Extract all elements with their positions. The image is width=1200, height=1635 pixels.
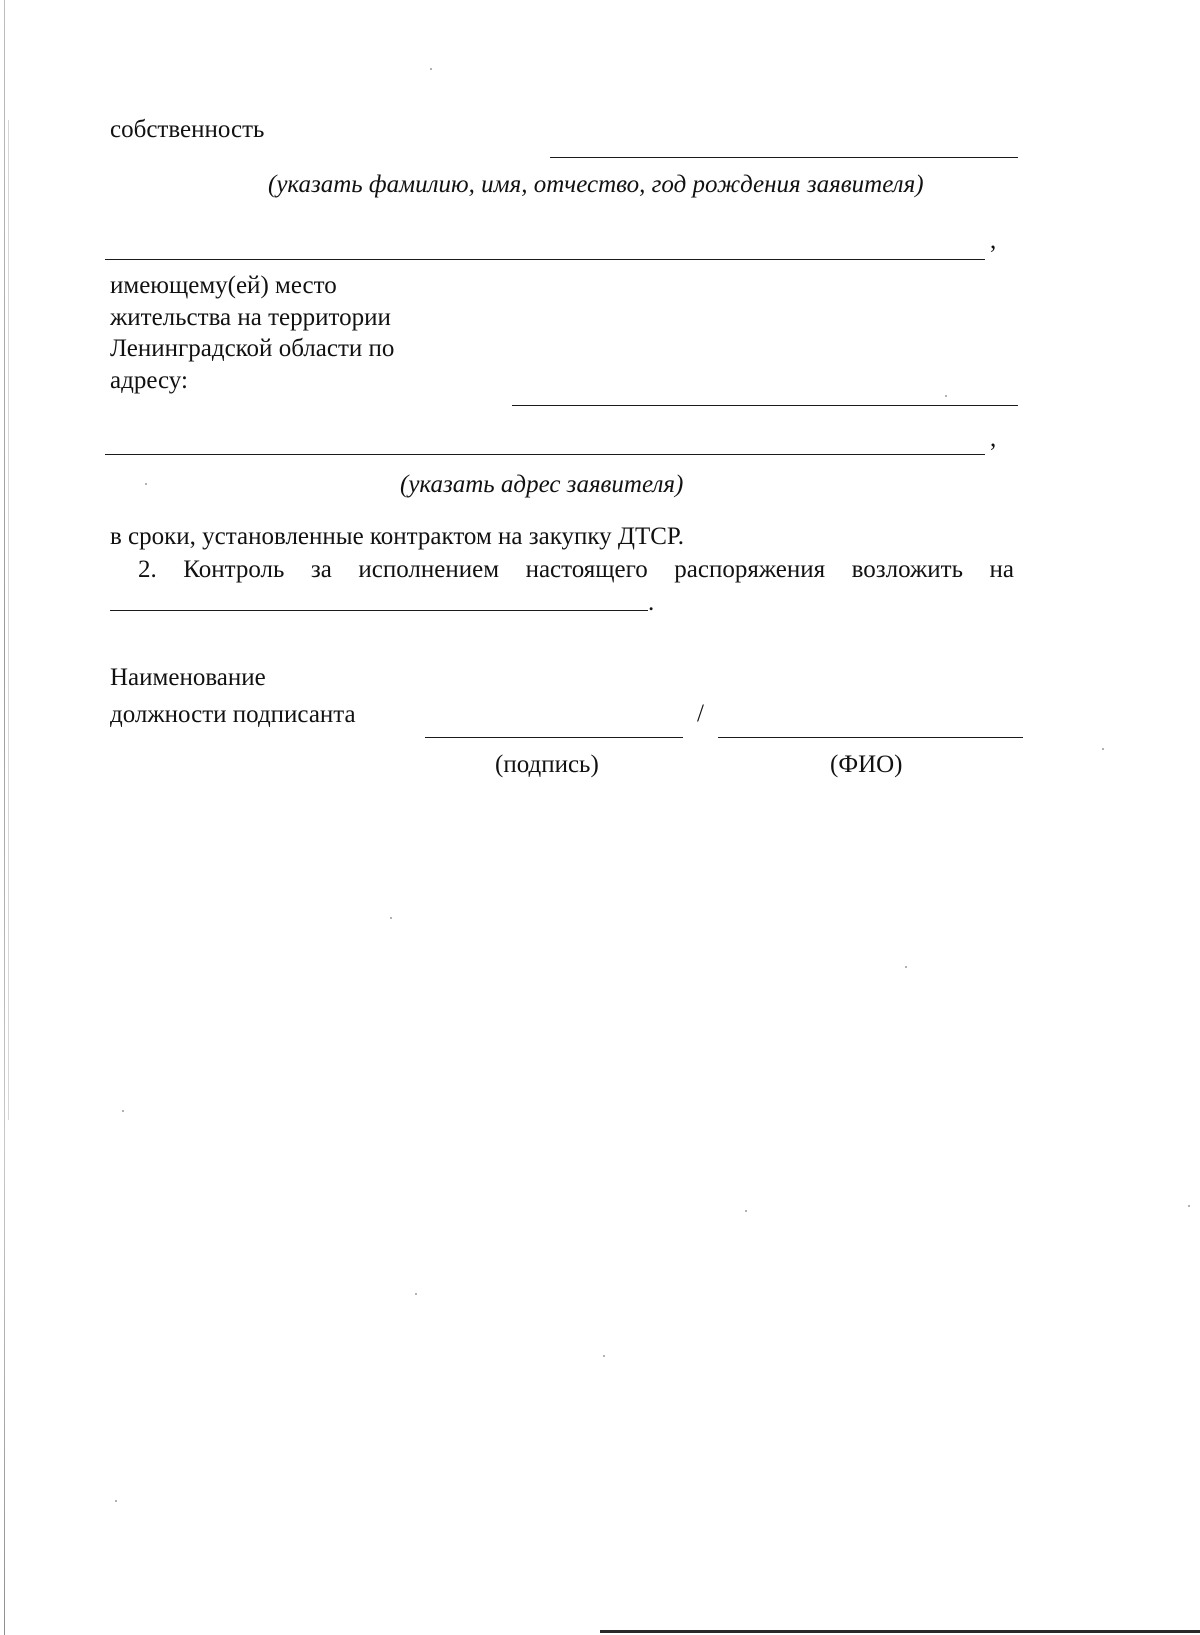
applicant-address-hint: (указать адрес заявителя) — [400, 471, 684, 498]
deadline-sentence: в сроки, установленные контрактом на закупку ДТСР. — [110, 523, 684, 550]
position-title-2: должности подписанта — [110, 701, 356, 728]
scan-speck — [945, 395, 947, 397]
comma-1: , — [990, 227, 997, 254]
scan-bottom-edge — [600, 1630, 1200, 1633]
scan-speck — [415, 1293, 417, 1295]
scan-speck — [390, 917, 392, 919]
control-sentence: 2. Контроль за исполнением настоящего распоряжения возложить на — [138, 556, 1014, 583]
comma-2: , — [990, 425, 997, 452]
slash-separator: / — [697, 700, 704, 727]
scan-left-edge-shadow — [8, 120, 9, 1120]
scan-speck — [122, 1110, 124, 1112]
scan-speck — [1102, 748, 1104, 750]
scan-speck — [145, 483, 147, 485]
full-name-blank — [718, 737, 1023, 738]
scan-speck — [1188, 1205, 1190, 1207]
applicant-name-hint: (указать фамилию, имя, отчество, год рождения заявителя) — [268, 171, 924, 198]
address-blank-2 — [105, 454, 985, 455]
scan-speck — [745, 1210, 747, 1212]
scan-left-edge — [4, 0, 5, 1635]
residence-text-3: Ленинградской области по — [110, 335, 395, 362]
responsible-person-blank — [110, 610, 648, 611]
signature-caption: (подпись) — [495, 751, 599, 778]
scan-speck — [603, 1355, 605, 1357]
residence-text-1: имеющему(ей) место — [110, 272, 337, 299]
residence-text-4: адресу: — [110, 367, 188, 394]
address-blank-1 — [512, 405, 1018, 406]
full-name-caption: (ФИО) — [830, 751, 903, 778]
applicant-name-blank-2 — [105, 259, 985, 260]
applicant-name-blank — [550, 157, 1018, 158]
position-title-1: Наименование — [110, 664, 266, 691]
signature-blank — [425, 737, 683, 738]
scan-speck — [905, 966, 907, 968]
period-mark: . — [648, 589, 655, 616]
scan-speck — [115, 1500, 117, 1502]
residence-text-2: жительства на территории — [110, 304, 391, 331]
scan-speck — [430, 68, 432, 70]
ownership-label: собственность — [110, 116, 265, 143]
